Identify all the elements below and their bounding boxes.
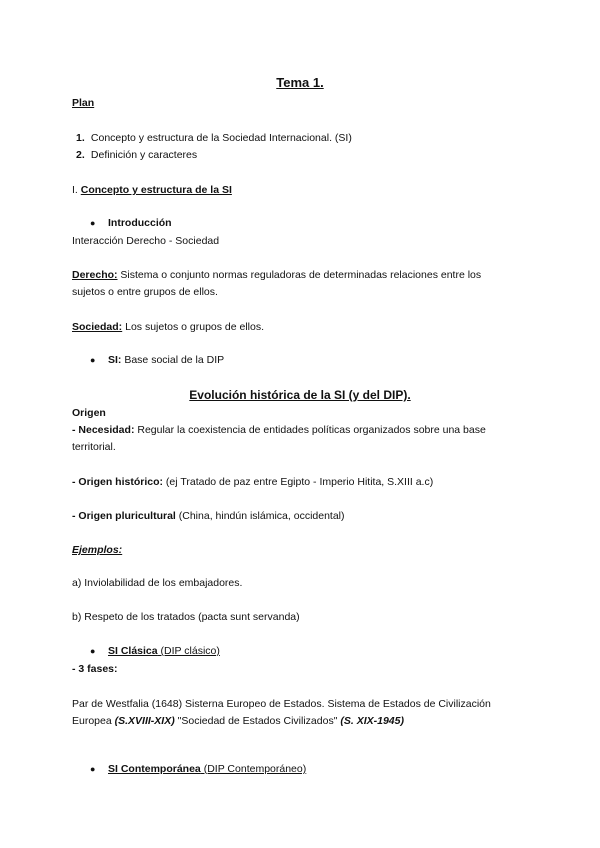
si-bullet [108, 353, 224, 367]
bullet-icon: ● [90, 764, 96, 774]
derecho-line-1 [72, 268, 481, 282]
necesidad-text: Regular la coexistencia de entidades políticas organizados sobre una base [134, 424, 486, 436]
derecho-line-2: sujetos o entre grupos de ellos. [72, 286, 218, 298]
si-label: SI: [108, 354, 122, 366]
contemporanea-label: SI Contemporánea [108, 763, 201, 775]
clasica-bullet [108, 644, 220, 658]
derecho-label: Derecho: [72, 269, 118, 281]
historico-label: - Origen histórico: [72, 476, 164, 488]
intro-bullet: Introducción [108, 217, 172, 229]
sociedad-line [72, 320, 264, 334]
plan-item-2 [76, 148, 197, 162]
necesidad-line-2: territorial. [72, 441, 116, 453]
bullet-icon: ● [90, 218, 96, 228]
clasica-label: SI Clásica [108, 645, 158, 657]
section-heading-text: Concepto y estructura de la SI [80, 184, 232, 196]
plan-item-text: Concepto y estructura de la Sociedad Internacional. (SI) [90, 132, 352, 144]
pluricultural-line [72, 509, 345, 523]
pluricultural-label: - Origen pluricultural [72, 510, 176, 522]
plan-item-number: 1. [76, 132, 85, 144]
ejemplo-b: b) Respeto de los tratados (pacta sunt servanda) [72, 611, 300, 623]
necesidad-label: - Necesidad: [72, 424, 135, 436]
historico-text: (ej Tratado de paz entre Egipto - Imperio Hitita, S.XIII a.c) [163, 476, 434, 488]
sociedad-label: Sociedad: [72, 321, 123, 333]
bullet-icon: ● [90, 646, 96, 656]
ejemplos-heading: Ejemplos: [72, 544, 123, 556]
section-heading-1 [72, 183, 232, 197]
sociedad-text: Los sujetos o grupos de ellos. [122, 321, 265, 333]
necesidad-line-1 [72, 423, 486, 437]
westfalia-period-2: (S. XIX-1945) [340, 715, 404, 727]
section-heading-2: Evolución histórica de la SI (y del DIP). [189, 388, 411, 402]
clasica-text: (DIP clásico) [157, 645, 220, 657]
westfalia-text-c: "Sociedad de Estados Civilizados" [174, 715, 341, 727]
westfalia-line-1: Par de Westfalia (1648) Sisterna Europeo de Estados. Sistema de Estados de Civilización [72, 698, 491, 710]
derecho-text: Sistema o conjunto normas reguladoras de determinadas relaciones entre los [117, 269, 482, 281]
bullet-icon: ● [90, 355, 96, 365]
historico-line [72, 475, 433, 489]
plan-item-1 [76, 131, 352, 145]
ejemplo-a: a) Inviolabilidad de los embajadores. [72, 577, 243, 589]
intro-text: Interacción Derecho - Sociedad [72, 235, 220, 247]
plan-item-number: 2. [76, 149, 85, 161]
plan-item-text: Definición y caracteres [90, 149, 198, 161]
fases-line: - 3 fases: [72, 663, 118, 675]
si-text: Base social de la DIP [121, 354, 225, 366]
contemporanea-text: (DIP Contemporáneo) [200, 763, 307, 775]
westfalia-text-a: Europea [72, 715, 115, 727]
section-prefix: I. [72, 184, 81, 196]
pluricultural-text: (China, hindún islámica, occidental) [175, 510, 345, 522]
origen-heading: Origen [72, 407, 106, 419]
westfalia-line-2 [72, 714, 404, 728]
plan-heading: Plan [72, 97, 95, 109]
westfalia-period-1: (S.XVIII-XIX) [114, 715, 175, 727]
document-title: Tema 1. [276, 75, 324, 90]
contemporanea-bullet [108, 762, 306, 776]
